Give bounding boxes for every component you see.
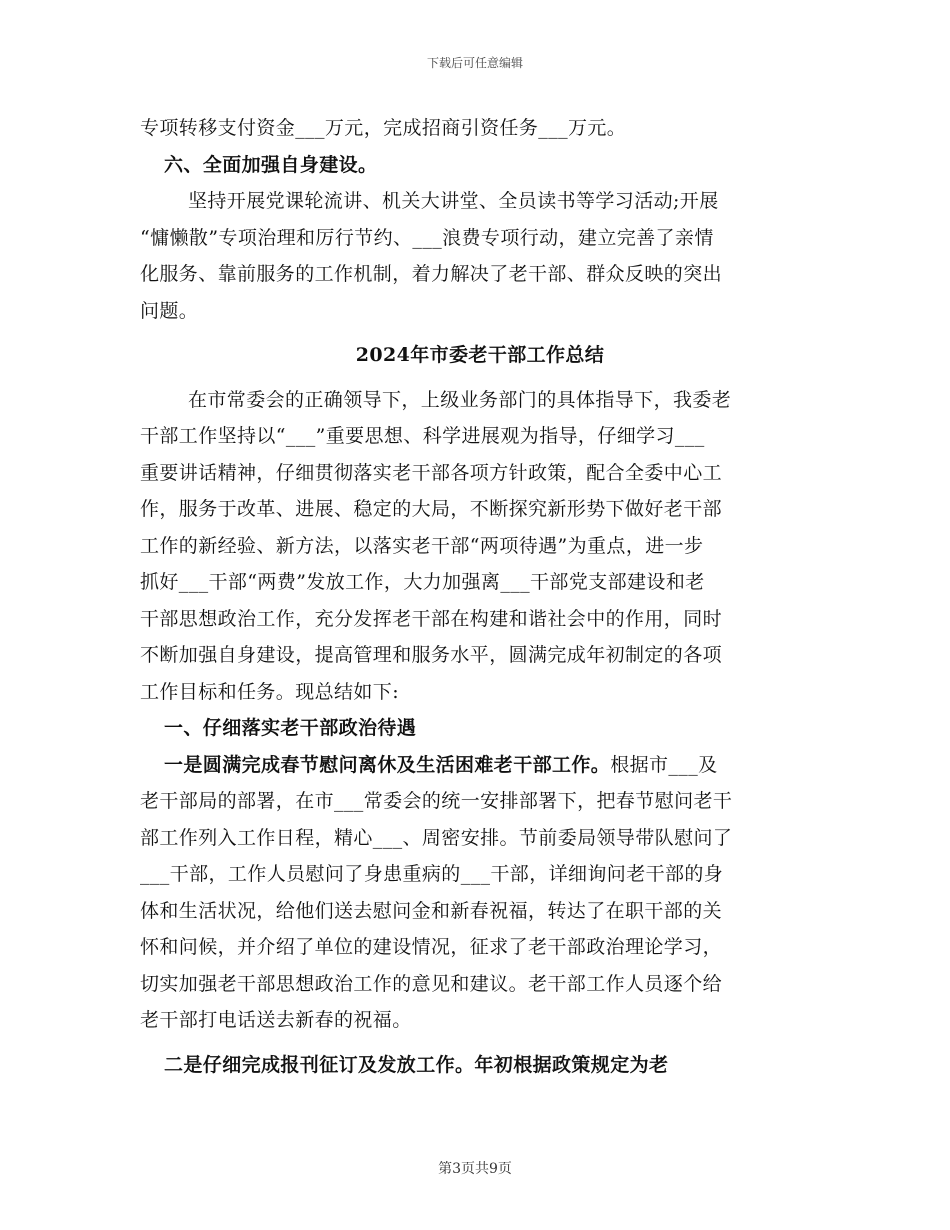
paragraph-line: 老干部局的部署，在市___常委会的统一安排部署下，把春节慰问老干 bbox=[140, 790, 733, 812]
paragraph-line: 专项转移支付资金___万元，完成招商引资任务___万元。 bbox=[140, 117, 627, 139]
section-heading-6: 六、全面加强自身建设。 bbox=[164, 153, 378, 176]
paragraph-line: 怀和问候，并介绍了单位的建设情况，征求了老干部政治理论学习， bbox=[140, 936, 723, 958]
paragraph-line: 作，服务于改革、进展、稳定的大局，不断探究新形势下做好老干部 bbox=[140, 498, 723, 520]
paragraph-line: 问题。 bbox=[140, 299, 199, 322]
paragraph-line: 工作目标和任务。现总结如下: bbox=[140, 680, 400, 703]
paragraph-line: 工作的新经验、新方法，以落实老干部“两项待遇”为重点，进一步 bbox=[140, 534, 704, 557]
paragraph-line: 不断加强自身建设，提高管理和服务水平，圆满完成年初制定的各项 bbox=[140, 644, 723, 666]
paragraph-line: 干部工作坚持以“___”重要思想、科学进展观为指导，仔细学习___ bbox=[140, 425, 705, 447]
paragraph-line bbox=[140, 747, 820, 784]
item-lead-rest: 根据市___及 bbox=[610, 753, 718, 776]
paragraph-line: 抓好___干部“两费”发放工作，大力加强离___干部党支部建设和老 bbox=[140, 571, 705, 593]
paragraph-line: 在市常委会的正确领导下，上级业务部门的具体指导下，我委老 bbox=[188, 388, 732, 411]
document-body bbox=[140, 110, 820, 1083]
paragraph-line: 老干部打电话送去新春的祝福。 bbox=[140, 1009, 412, 1031]
page-number: 第3页共9页 bbox=[438, 1161, 512, 1177]
document-title: 2024年市委老干部工作总结 bbox=[355, 344, 605, 366]
paragraph-line: 切实加强老干部思想政治工作的意见和建议。老干部工作人员逐个给 bbox=[140, 972, 723, 995]
page-header-note: 下载后可任意编辑 bbox=[426, 56, 523, 70]
paragraph-line: 坚持开展党课轮流讲、机关大讲堂、全员读书等学习活动;开展 bbox=[188, 190, 719, 212]
item-lead-bold: 一是圆满完成春节慰问离休及生活困难老干部工作。 bbox=[164, 753, 611, 776]
paragraph-line: “慵懒散”专项治理和厉行节约、___浪费专项行动，建立完善了亲情 bbox=[140, 226, 714, 249]
paragraph-line: 重要讲话精神，仔细贯彻落实老干部各项方针政策，配合全委中心工 bbox=[140, 461, 723, 484]
paragraph-line: 化服务、靠前服务的工作机制，着力解决了老干部、群众反映的突出 bbox=[140, 263, 723, 285]
paragraph-line: 干部思想政治工作，充分发挥老干部在构建和谐社会中的作用，同时 bbox=[140, 607, 723, 630]
paragraph-line: 体和生活状况，给他们送去慰问金和新春祝福，转达了在职干部的关 bbox=[140, 899, 723, 922]
paragraph-line: ___干部，工作人员慰问了身患重病的___干部，详细询问老干部的身 bbox=[140, 863, 724, 885]
section-heading-1: 一、仔细落实老干部政治待遇 bbox=[164, 717, 417, 739]
paragraph-line: 部工作列入工作日程，精心___、周密安排。节前委局领导带队慰问了 bbox=[140, 826, 733, 849]
item-lead-bold: 二是仔细完成报刊征订及发放工作。年初根据政策规定为老 bbox=[164, 1053, 669, 1076]
